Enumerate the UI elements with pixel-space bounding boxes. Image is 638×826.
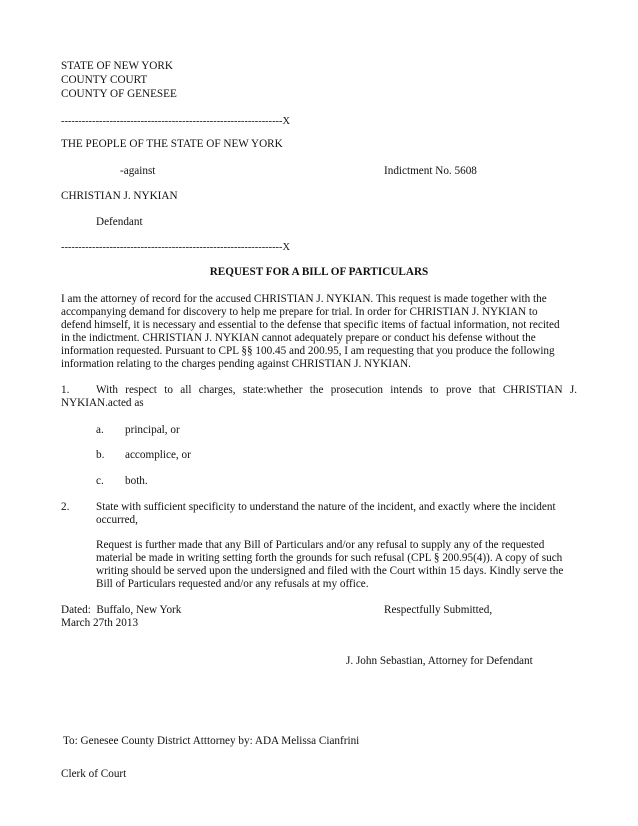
plaintiff-name: THE PEOPLE OF THE STATE OF NEW YORK xyxy=(61,138,283,150)
attorney-signature: J. John Sebastian, Attorney for Defendant xyxy=(346,655,533,667)
dated-date: March 27th 2013 xyxy=(61,617,139,629)
intro-line: defend himself, it is necessary and essential to the defense that specific items of factual information, not recited xyxy=(61,319,560,331)
item-text: State with sufficient specificity to understand the nature of the incident, and exactly where the incident xyxy=(96,501,556,513)
closing: Respectfully Submitted, xyxy=(384,604,493,616)
defendant-name: CHRISTIAN J. NYKIAN xyxy=(61,190,178,202)
dated-location: Dated: Buffalo, New York xyxy=(61,604,182,616)
intro-line: I am the attorney of record for the accused CHRISTIAN J. NYKIAN. This request is made together with the xyxy=(61,293,547,305)
item-text-continued: occurred, xyxy=(96,514,138,526)
further-request-line: Bill of Particulars requested and/or any refusals at my office. xyxy=(96,578,369,590)
further-request-line: writing should be served upon the undersigned and filed with the Court within 15 days. Kindly serve the xyxy=(96,565,564,577)
court-name-line: STATE OF NEW YORK xyxy=(61,60,173,72)
intro-line: information relating to the charges pending against CHRISTIAN J. NYKIAN. xyxy=(61,358,411,370)
clerk-of-court: Clerk of Court xyxy=(61,768,127,780)
document-title: REQUEST FOR A BILL OF PARTICULARS xyxy=(209,266,429,278)
subitem-letter: a. xyxy=(96,424,104,436)
subitem-letter: b. xyxy=(96,449,105,461)
item-number: 2. xyxy=(61,501,70,513)
caption-separator-bottom: ----------------------------------------------------------------X xyxy=(61,242,290,253)
item-number: 1. xyxy=(61,384,70,396)
against-label: -against xyxy=(120,165,156,177)
defendant-label: Defendant xyxy=(96,216,143,228)
subitem-text: accomplice, or xyxy=(125,449,191,461)
court-name-line: COUNTY COURT xyxy=(61,74,148,86)
caption-separator-top: ----------------------------------------------------------------X xyxy=(61,116,290,127)
intro-line: accompanying demand for discovery to help me prepare for trial. In order for CHRISTIAN J. NYKIAN to xyxy=(61,306,538,318)
subitem-letter: c. xyxy=(96,475,104,487)
subitem-text: both. xyxy=(125,475,148,487)
further-request-line: Request is further made that any Bill of Particulars and/or any refusal to supply any of the requested xyxy=(96,539,545,551)
intro-line: in the indictment. CHRISTIAN J. NYKIAN cannot adequately prepare or conduct his defense without the xyxy=(61,332,536,344)
item-text-continued: NYKIAN.acted as xyxy=(61,397,144,409)
subitem-text: principal, or xyxy=(125,424,180,436)
court-name-line: COUNTY OF GENESEE xyxy=(61,88,177,100)
intro-line: information requested. Pursuant to CPL §§ 100.45 and 200.95, I am requesting that you produce the following xyxy=(61,345,555,357)
item-text: With respect to all charges, state:whether the prosecution intends to prove that CHRISTIAN J. xyxy=(96,384,577,396)
indictment-number: Indictment No. 5608 xyxy=(384,165,477,177)
further-request-line: material be made in writing setting forth the grounds for such refusal (CPL § 200.95(4)). A copy of such xyxy=(96,552,563,564)
to-line: To: Genesee County District Atttorney by: ADA Melissa Cianfrini xyxy=(63,735,360,747)
